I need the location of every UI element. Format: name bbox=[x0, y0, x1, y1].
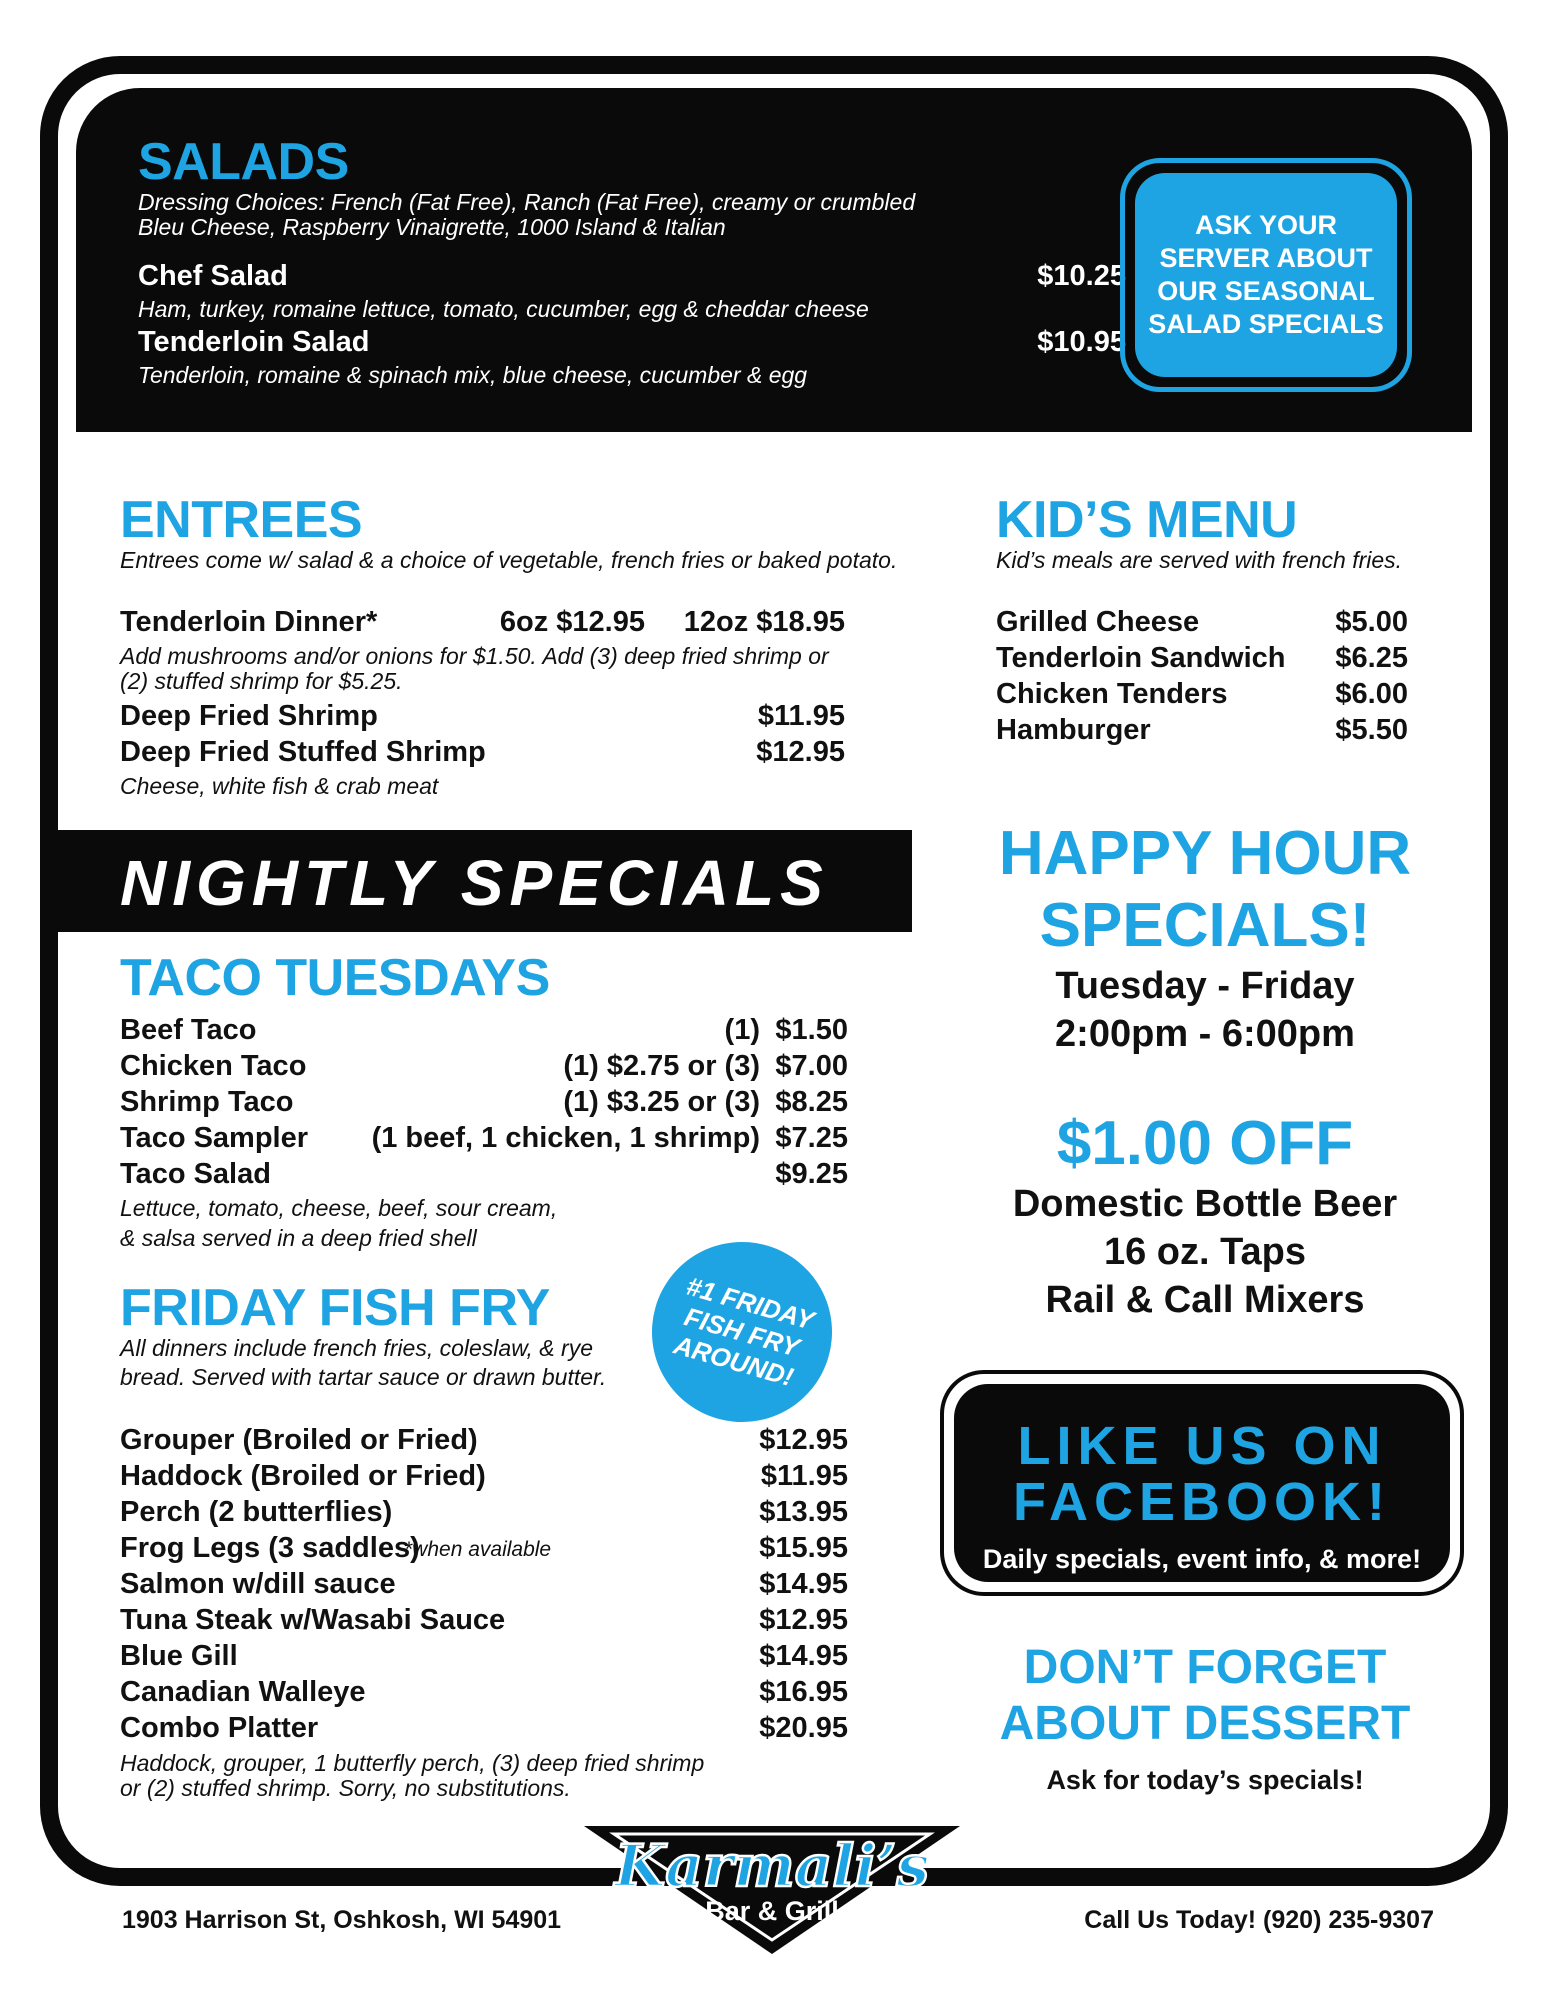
stuffed-shrimp-desc: Cheese, white fish & crab meat bbox=[120, 773, 439, 799]
salads-dressing-note-2: Bleu Cheese, Raspberry Vinaigrette, 1000 Island & Italian bbox=[138, 214, 726, 240]
happy-hour-time: 2:00pm - 6:00pm bbox=[1055, 1013, 1355, 1055]
logo-name: Karmali’s bbox=[614, 1832, 930, 1900]
dollar-off-line: 16 oz. Taps bbox=[1103, 1231, 1307, 1273]
kids-item-price: $5.50 bbox=[1335, 714, 1408, 746]
fish-item-price: $14.95 bbox=[759, 1568, 848, 1600]
fish-item-name: Tuna Steak w/Wasabi Sauce bbox=[120, 1604, 506, 1636]
facebook-subtitle: Daily specials, event info, & more! bbox=[982, 1544, 1422, 1574]
dollar-off-section bbox=[985, 1108, 1425, 1324]
fish-item-name: Salmon w/dill sauce bbox=[120, 1568, 396, 1600]
entree-6oz-price: 6oz $12.95 bbox=[499, 606, 645, 638]
fish-item-price: $12.95 bbox=[759, 1424, 848, 1456]
kids-item-price: $6.00 bbox=[1335, 678, 1408, 710]
kids-item-price: $6.25 bbox=[1335, 642, 1408, 674]
salads-title: SALADS bbox=[138, 133, 349, 191]
salad-item-price: $10.25 bbox=[1037, 260, 1126, 292]
taco-salad-desc-2: & salsa served in a deep fried shell bbox=[120, 1225, 477, 1251]
combo-desc-1: Haddock, grouper, 1 butterfly perch, (3) deep fried shrimp bbox=[120, 1750, 705, 1776]
salad-item-desc: Ham, turkey, romaine lettuce, tomato, cucumber, egg & cheddar cheese bbox=[138, 296, 869, 322]
entrees-note: Entrees come w/ salad & a choice of vegetable, french fries or baked potato. bbox=[120, 547, 898, 573]
dollar-off-title: $1.00 OFF bbox=[1056, 1109, 1354, 1178]
dessert-section bbox=[985, 1640, 1425, 1800]
taco-item-price: $1.50 bbox=[775, 1014, 848, 1046]
taco-item-name: Shrimp Taco bbox=[120, 1086, 294, 1118]
fish-item-name: Perch (2 butterflies) bbox=[120, 1496, 393, 1528]
salad-item-price: $10.95 bbox=[1037, 326, 1126, 358]
taco-item-qty: (1) $3.25 or (3) bbox=[563, 1086, 760, 1118]
fish-item-price: $13.95 bbox=[759, 1496, 848, 1528]
ask-server-text: ASK YOUR SERVER ABOUT OUR SEASONAL SALAD SPECIALS bbox=[1135, 173, 1397, 377]
dollar-off-line: Rail & Call Mixers bbox=[1045, 1279, 1365, 1321]
fish-fry-note-1: All dinners include french fries, coleslaw, & rye bbox=[120, 1335, 593, 1361]
salad-item-desc: Tenderloin, romaine & spinach mix, blue cheese, cucumber & egg bbox=[138, 362, 808, 388]
tenderloin-note-1: Add mushrooms and/or onions for $1.50. Add (3) deep fried shrimp or bbox=[120, 643, 829, 669]
kids-item-name: Grilled Cheese bbox=[996, 606, 1200, 638]
dessert-title-1: DON’T FORGET bbox=[1023, 1641, 1387, 1694]
dessert-title-2: ABOUT DESSERT bbox=[999, 1697, 1411, 1750]
taco-item-name: Chicken Taco bbox=[120, 1050, 307, 1082]
salads-dressing-note-1: Dressing Choices: French (Fat Free), Ranch (Fat Free), creamy or crumbled bbox=[138, 189, 916, 215]
fish-item-price: $15.95 bbox=[759, 1532, 848, 1564]
taco-item-name: Beef Taco bbox=[120, 1014, 257, 1046]
taco-item-price: $8.25 bbox=[775, 1086, 848, 1118]
taco-item-qty: (1 beef, 1 chicken, 1 shrimp) bbox=[371, 1122, 760, 1154]
facebook-title bbox=[954, 1418, 1450, 1530]
entree-item-price: $12.95 bbox=[756, 736, 845, 768]
taco-item-name: Taco Sampler bbox=[120, 1122, 309, 1154]
fish-item-price: $20.95 bbox=[759, 1712, 848, 1744]
fish-item-price: $14.95 bbox=[759, 1640, 848, 1672]
nightly-specials-banner bbox=[52, 830, 912, 932]
salad-item-name: Tenderloin Salad bbox=[138, 326, 370, 358]
facebook-title-1: LIKE US ON bbox=[1017, 1416, 1387, 1476]
entree-item-price: $11.95 bbox=[757, 700, 845, 732]
dessert-subtitle: Ask for today’s specials! bbox=[1046, 1765, 1364, 1795]
taco-item-qty: (1) $2.75 or (3) bbox=[563, 1050, 760, 1082]
taco-item-price: $7.00 bbox=[775, 1050, 848, 1082]
tenderloin-note-2: (2) stuffed shrimp for $5.25. bbox=[120, 668, 403, 694]
fish-item-price: $16.95 bbox=[759, 1676, 848, 1708]
fish-item-name: Canadian Walleye bbox=[120, 1676, 366, 1708]
taco-item-price: $9.25 bbox=[775, 1158, 848, 1190]
fish-fry-note-2: bread. Served with tartar sauce or drawn butter. bbox=[120, 1364, 607, 1390]
kids-item-name: Hamburger bbox=[996, 714, 1151, 746]
best-fish-fry-text: #1 FRIDAY FISH FRY AROUND! bbox=[670, 1270, 818, 1393]
taco-item-price: $7.25 bbox=[775, 1122, 848, 1154]
logo-subtitle: Bar & Grill bbox=[705, 1896, 839, 1926]
kids-item-name: Chicken Tenders bbox=[996, 678, 1228, 710]
dollar-off-line: Domestic Bottle Beer bbox=[1012, 1183, 1398, 1225]
ask-server-badge bbox=[1120, 158, 1412, 392]
kids-title: KID’S MENU bbox=[996, 491, 1298, 549]
kids-note: Kid’s meals are served with french fries. bbox=[996, 547, 1403, 573]
fish-item-name: Haddock (Broiled or Fried) bbox=[120, 1460, 486, 1492]
happy-hour-title-1: HAPPY HOUR bbox=[998, 819, 1412, 888]
kids-item-price: $5.00 bbox=[1335, 606, 1408, 638]
entree-item-name: Deep Fried Shrimp bbox=[120, 700, 378, 732]
entrees-title: ENTREES bbox=[120, 491, 363, 549]
frog-legs-note: *when available bbox=[404, 1538, 552, 1561]
facebook-panel bbox=[954, 1384, 1450, 1582]
happy-hour-section bbox=[985, 818, 1425, 1058]
entree-item-name: Tenderloin Dinner* bbox=[120, 606, 378, 638]
fish-item-price: $11.95 bbox=[760, 1460, 848, 1492]
fish-item-name: Blue Gill bbox=[120, 1640, 238, 1672]
taco-salad-desc-1: Lettuce, tomato, cheese, beef, sour cream, bbox=[120, 1195, 558, 1221]
fish-fry-title: FRIDAY FISH FRY bbox=[120, 1279, 550, 1337]
entree-12oz-price: 12oz $18.95 bbox=[683, 606, 845, 638]
footer-phone: Call Us Today! (920) 235-9307 bbox=[1084, 1906, 1434, 1934]
happy-hour-title-2: SPECIALS! bbox=[1039, 891, 1371, 960]
footer-address: 1903 Harrison St, Oshkosh, WI 54901 bbox=[122, 1906, 562, 1934]
fish-item-name: Frog Legs (3 saddles) bbox=[120, 1532, 420, 1564]
fish-item-name: Grouper (Broiled or Fried) bbox=[120, 1424, 478, 1456]
entree-item-name: Deep Fried Stuffed Shrimp bbox=[120, 736, 486, 768]
fish-item-name: Combo Platter bbox=[120, 1712, 319, 1744]
salad-item-name: Chef Salad bbox=[138, 260, 288, 292]
taco-item-qty: (1) bbox=[724, 1014, 760, 1046]
facebook-title-2: FACEBOOK! bbox=[1013, 1472, 1391, 1532]
taco-item-name: Taco Salad bbox=[120, 1158, 271, 1190]
facebook-box bbox=[940, 1370, 1464, 1596]
fish-item-price: $12.95 bbox=[759, 1604, 848, 1636]
karmalis-logo bbox=[584, 1822, 960, 1958]
nightly-specials-title: NIGHTLY SPECIALS bbox=[120, 847, 829, 919]
combo-desc-2: or (2) stuffed shrimp. Sorry, no substitutions. bbox=[120, 1775, 571, 1801]
happy-hour-days: Tuesday - Friday bbox=[1055, 965, 1355, 1007]
kids-item-name: Tenderloin Sandwich bbox=[996, 642, 1286, 674]
taco-title: TACO TUESDAYS bbox=[120, 949, 550, 1007]
